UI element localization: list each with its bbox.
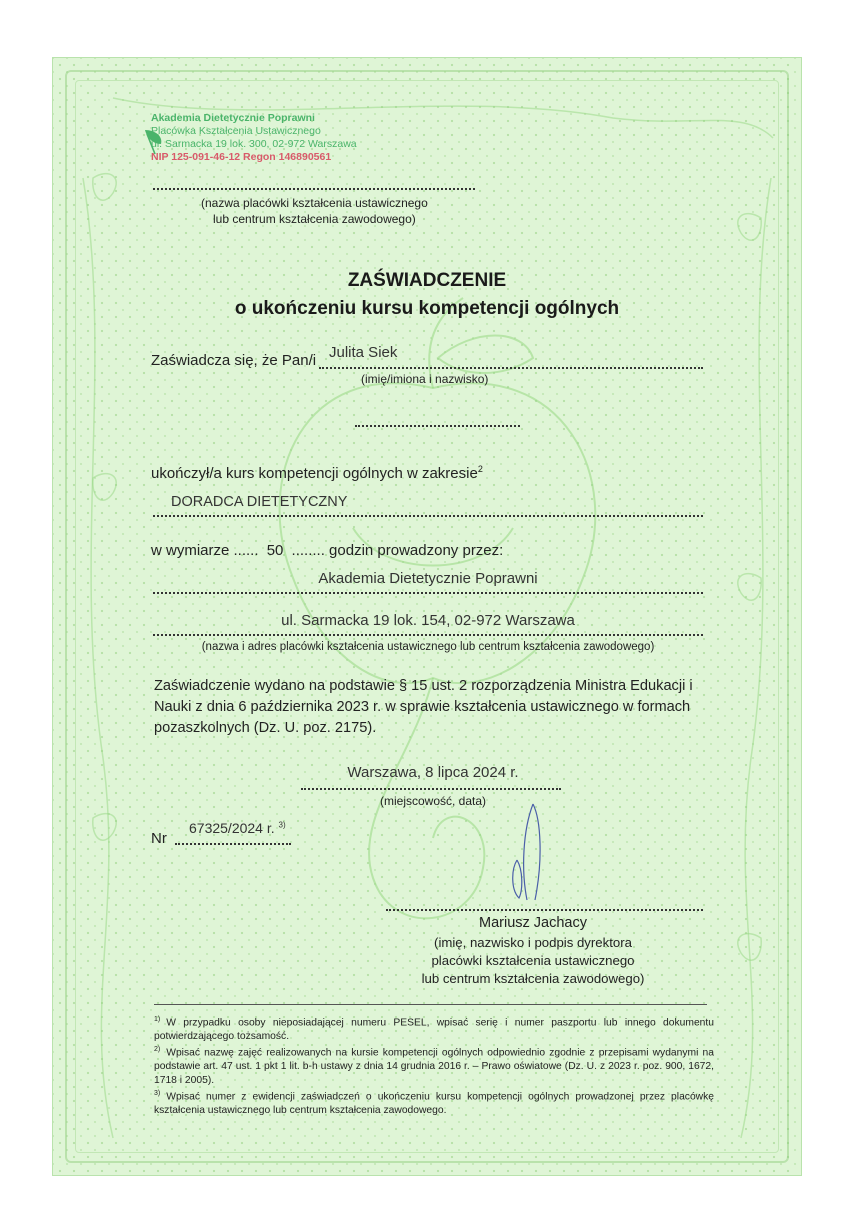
footnote-3: $^{3)}$ Wpisać numer z ewidencji zaświadczeń o ukończeniu kursu kompetencji ogólnych prowadzonej przez placówkę kształcenia ustawicznego lub centrum kształcenia zawodowego. [154, 1090, 714, 1117]
name-dotted-line [319, 367, 703, 369]
completed-label: ukończył/a kurs kompetencji ogólnych w zakresie$^2$ [151, 464, 483, 482]
place-date-dotted-line [301, 788, 561, 790]
provider-address: ul. Sarmacka 19 lok. 154, 02-972 Warszawa [281, 612, 575, 629]
certificate-number: 67325/2024 r. $^{3)}$ [189, 820, 286, 836]
stamp-line-1: Akademia Dietetycznie Poprawni [151, 112, 315, 124]
director-caption-1: (imię, nazwisko i podpis dyrektora [434, 935, 632, 950]
certificate-sheet [52, 57, 802, 1176]
director-name: Mariusz Jachacy [479, 915, 587, 931]
course-hours: 50 [266, 542, 284, 559]
number-label: Nr [151, 830, 167, 847]
provider-address-dotted-line [153, 634, 703, 636]
place-date-caption: (miejscowość, data) [379, 794, 487, 808]
course-scope: DORADCA DIETETYCZNY [171, 494, 348, 510]
institution-stamp [151, 112, 451, 164]
scope-dotted-line [153, 515, 703, 517]
institution-dotted-line [153, 188, 475, 190]
person-name: Julita Siek [329, 344, 398, 361]
number-dotted-line [175, 843, 291, 845]
footnote-2: $^{2)}$ Wpisać nazwę zajęć realizowanych na kursie kompetencji ogólnych odpowiednio zgodnie z przepisami wydanymi na podstawie art. 47 ust. 1 pkt 1 lit. b-h ustawy z dnia 14 grudnia 2016 r. – Prawo oświatowe (Dz. U. z 2023 r. poz. 900, 1672, 1718 i 2005). [154, 1046, 714, 1087]
institution-caption-2: lub centrum kształcenia zawodowego) [213, 212, 416, 226]
legal-basis-paragraph: Zaświadczenie wydano na podstawie § 15 ust. 2 rozporządzenia Ministra Edukacji i Nauki z dnia 6 października 2023 r. w sprawie kształcenia ustawicznego w formach pozaszkolnych (Dz. U. poz. 2175). [154, 678, 693, 736]
hours-line: w wymiarze ...... 50 ........ godzin prowadzony przez: [151, 542, 504, 559]
document-subtitle: o ukończeniu kursu kompetencji ogólnych [234, 298, 620, 319]
provider-name-dotted-line [153, 592, 703, 594]
signature-scribble-icon [493, 800, 563, 910]
stamp-line-3: ul. Sarmacka 19 lok. 300, 02-972 Warszawa [151, 138, 357, 150]
institution-caption-1: (nazwa placówki kształcenia ustawicznego [201, 196, 428, 210]
place-date: Warszawa, 8 lipca 2024 r. [347, 764, 519, 781]
director-caption-3: lub centrum kształcenia zawodowego) [421, 971, 645, 986]
pesel-dotted-line [355, 425, 520, 427]
document-title: ZAŚWIADCZENIE [347, 270, 507, 291]
name-caption: (imię/imiona i nazwisko) [361, 372, 489, 386]
provider-caption: (nazwa i adres placówki kształcenia ustawicznego lub centrum kształcenia zawodowego) [201, 641, 655, 653]
provider-name: Akademia Dietetycznie Poprawni [318, 570, 538, 587]
signature-dotted-line [386, 909, 703, 911]
certifies-label: Zaświadcza się, że Pan/i [151, 352, 317, 369]
stamp-line-2: Placówka Kształcenia Ustawicznego [151, 125, 321, 137]
director-caption-2: placówki kształcenia ustawicznego [431, 953, 635, 968]
footnote-rule [154, 1004, 707, 1005]
stamp-line-4: NIP 125-091-46-12 Regon 146890561 [151, 151, 332, 163]
footnote-1: $^{1)}$ W przypadku osoby nieposiadającej numeru PESEL, wpisać serię i numer paszportu lub innego dokumentu potwierdzającego tożsamość. [154, 1016, 714, 1043]
